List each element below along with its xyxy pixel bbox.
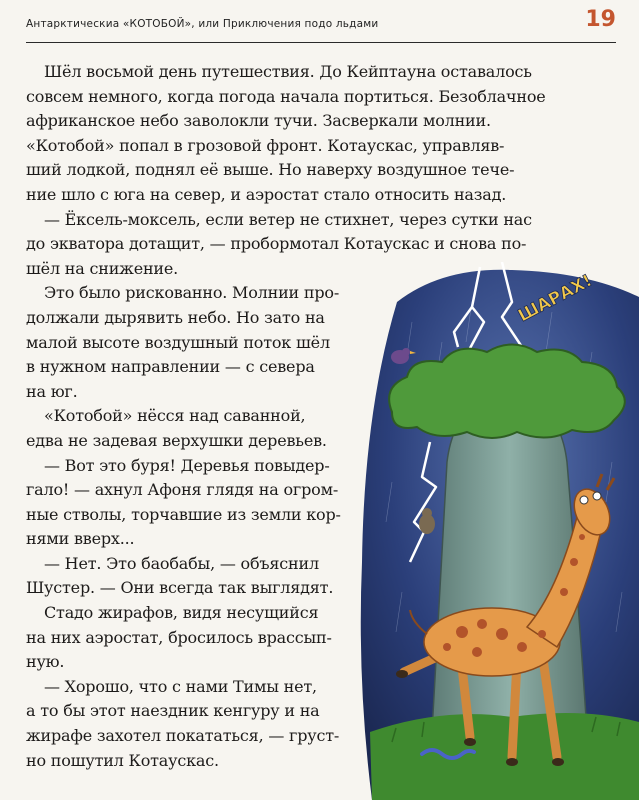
text-line: а то бы этот наездник кенгуру и на [26,701,320,721]
text-line: едва не задевая верхушки деревьев. [26,430,327,450]
text-line: малой высоте воздушный поток шёл [26,332,330,352]
text-line: ную. [26,652,65,672]
text-line: до экватора дотащит, — пробормотал Котаускас и снова по- [26,234,527,254]
running-header [26,6,616,43]
text-line: в нужном направлении — с севера [26,357,315,377]
text-line: нями вверх... [26,529,135,549]
text-line: совсем немного, когда погода начала портиться. Безоблачное [26,86,546,106]
text-line: — Хорошо, что с нами Тимы нет, [44,676,317,696]
text-line: — Вот это буря! Деревья повыдер- [44,455,330,475]
text-line: но пошутил Котаускас. [26,750,219,770]
text-line: — Ёксель-моксель, если ветер не стихнет, через сутки нас [44,209,532,229]
running-title: Антарктическиа «КОТОБОЙ», или Приключения подо льдами [26,18,379,30]
ground [370,713,639,800]
text-line: африканское небо заволокли тучи. Засверкали молнии. [26,111,491,131]
text-line: «Котобой» попал в грозовой фронт. Котаускас, управляв- [26,135,505,155]
text-line: жирафе захотел покататься, — груст- [26,726,340,746]
text-line: ние шло с юга на север, и аэростат стало относить назад. [26,184,507,204]
illustration-svg [352,262,639,800]
text-line: Шустер. — Они всегда так выглядят. [26,578,334,598]
storm-illustration [352,262,639,800]
text-line: гало! — ахнул Афоня глядя на огром- [26,480,339,500]
text-line: на юг. [26,381,78,401]
text-line: Стадо жирафов, видя несущийся [44,603,319,623]
page-number: 19 [585,7,616,32]
text-line: Это было рискованно. Молнии про- [44,283,340,303]
text-line: ные стволы, торчавшие из земли кор- [26,504,341,524]
sound-effect-text: ШАРАХ! [514,270,596,327]
text-line: — Нет. Это баобабы, — объяснил [44,553,319,573]
text-line: на них аэростат, бросилось врассып- [26,627,332,647]
text-line: «Котобой» нёсся над саванной, [44,406,306,426]
text-line: ший лодкой, поднял её выше. Но наверху воздушное тече- [26,160,515,180]
text-line: Шёл восьмой день путешествия. До Кейптауна оставалось [44,62,532,81]
text-line: должали дырявить небо. Но зато на [26,307,325,327]
text-line: шёл на снижение. [26,258,179,278]
